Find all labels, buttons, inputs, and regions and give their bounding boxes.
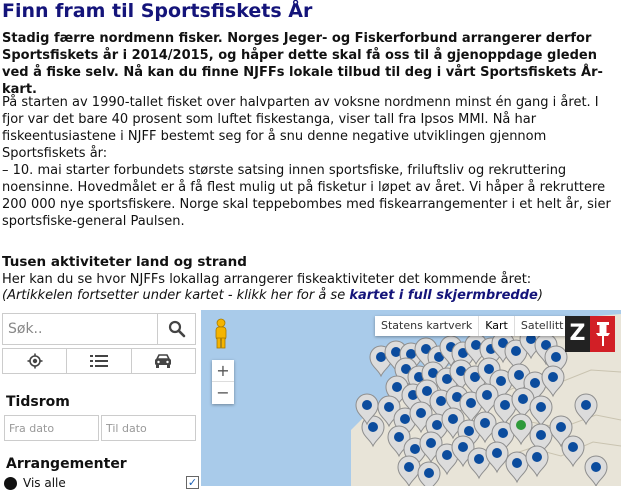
- search-input[interactable]: [3, 314, 158, 344]
- map-note-prefix: (Artikkelen fortsetter under kartet - klikk her for å se: [2, 288, 350, 303]
- map-marker-dot: [458, 442, 468, 452]
- map-marker-dot: [362, 400, 372, 410]
- map-marker-dot: [492, 448, 502, 458]
- map-marker-dot: [384, 402, 394, 412]
- arrangementer-label: Arrangementer: [6, 456, 127, 472]
- map-marker-dot: [548, 372, 558, 382]
- fullscreen-map-link[interactable]: kartet i full skjermbredde: [349, 288, 538, 303]
- vis-alle-checkbox[interactable]: ✓: [187, 476, 198, 489]
- map-marker-dot: [536, 402, 546, 412]
- map-marker-dot: [482, 390, 492, 400]
- zoom-control: [212, 360, 234, 404]
- map-marker-dot: [436, 396, 446, 406]
- search-box: [2, 313, 196, 345]
- map-marker-dot: [512, 458, 522, 468]
- map-marker-dot: [424, 468, 434, 478]
- map-type-statens-kartverk[interactable]: Statens kartverk: [375, 316, 478, 336]
- map-marker-dot: [426, 438, 436, 448]
- map-marker-dot: [496, 376, 506, 386]
- z-logo[interactable]: [565, 316, 615, 352]
- pegman-icon[interactable]: [213, 318, 229, 354]
- map-marker-dot: [480, 418, 490, 428]
- section-heading: Tusen aktiviteter land og strand: [2, 254, 247, 270]
- map-sidebar: [0, 310, 201, 490]
- map-marker-dot: [471, 340, 481, 350]
- map-note: [2, 287, 543, 304]
- vis-alle-row[interactable]: [4, 476, 66, 490]
- map-marker-dot: [518, 394, 528, 404]
- map-marker-dot: [581, 400, 591, 410]
- map-area[interactable]: [201, 310, 621, 486]
- map-marker-dot: [410, 444, 420, 454]
- from-date-field[interactable]: [4, 415, 99, 441]
- map-marker-dot: [391, 347, 401, 357]
- map-marker-dot: [536, 430, 546, 440]
- map-marker-dot: [516, 420, 526, 430]
- map-marker-dot: [500, 400, 510, 410]
- map-marker-dot: [442, 450, 452, 460]
- map-marker-dot: [498, 428, 508, 438]
- map-marker-dot: [532, 452, 542, 462]
- vis-alle-label: Vis alle: [23, 476, 66, 490]
- map-marker-dot: [556, 422, 566, 432]
- list-icon[interactable]: [66, 348, 131, 374]
- z-logo-letter: Z: [565, 316, 590, 352]
- map-marker-dot: [464, 426, 474, 436]
- map-marker-dot: [514, 370, 524, 380]
- map-base: [201, 310, 621, 486]
- page-title: Finn fram til Sportsfiskets År: [2, 0, 313, 22]
- map-marker-dot: [406, 349, 416, 359]
- sidebar-toolbar: [2, 348, 196, 374]
- category-dot-icon: [4, 477, 17, 490]
- article-lead: Stadig færre nordmenn fisker. Norges Jeger- og Fiskerforbund arrangerer derfor Sportsfiskets år i 2014/2015, og håper dette skal få oss til å gjenoppdage gleden ved å fiske selv. Nå kan du finne NJFFs lokale tilbud til deg i vårt Sportsfiskets År-kart.: [2, 31, 603, 97]
- map-note-suffix: ): [537, 288, 543, 303]
- zoom-out-button[interactable]: −: [216, 383, 230, 402]
- article-paragraph-2: – 10. mai starter forbundets største satsing innen sportsfiske, friluftsliv og rekruttering noensinne. Hovedmålet er å få flest mulig ut på fisketur i løpet av året. Vi håper å rekruttere 200 000 nye sportsfiskere. Norge skal teppebombes med fiskearrangementer i et helt år, sier sportsfiske-general Paulsen.: [2, 163, 611, 229]
- map-marker-dot: [448, 414, 458, 424]
- map-marker-dot: [591, 462, 601, 472]
- pushpin-icon: [590, 316, 615, 352]
- map-marker-dot: [394, 432, 404, 442]
- map-marker-dot: [530, 378, 540, 388]
- article-paragraph-1: På starten av 1990-tallet fisket over halvparten av voksne nordmenn minst én gang i året. I fjor var det bare 40 prosent som luftet fiskestanga, viser tall fra Ipsos MMI. Nå har fiskeentusiastene i NJFF bestemt seg for å snu denne negative utviklingen gjennom Sportsfiskets år:: [2, 95, 599, 161]
- map-marker-dot: [416, 408, 426, 418]
- to-date-field[interactable]: [101, 415, 196, 441]
- tidsrom-label: Tidsrom: [6, 394, 70, 410]
- magnifier-icon[interactable]: [157, 314, 195, 344]
- map-marker-dot: [392, 382, 402, 392]
- map-type-kart[interactable]: Kart: [478, 316, 514, 336]
- map-marker-dot: [511, 346, 521, 356]
- map-marker-dot: [568, 442, 578, 452]
- map-type-satellitt[interactable]: Satellitt: [514, 316, 570, 336]
- map-marker-dot: [551, 352, 561, 362]
- map-intro-text: Her kan du se hvor NJFFs lokallag arrangerer fiskeaktiviteter det kommende året:: [2, 272, 532, 287]
- map-type-control: [375, 316, 569, 336]
- map-marker-dot: [376, 352, 386, 362]
- map-marker-dot: [400, 414, 410, 424]
- map-marker-dot: [474, 454, 484, 464]
- locate-icon[interactable]: [2, 348, 67, 374]
- map-marker-dot: [404, 462, 414, 472]
- map-marker-dot: [432, 420, 442, 430]
- zoom-in-button[interactable]: +: [212, 360, 234, 382]
- map-marker-dot: [368, 422, 378, 432]
- map-marker-dot: [422, 386, 432, 396]
- map-marker-dot: [466, 398, 476, 408]
- map-marker-dot: [484, 364, 494, 374]
- car-icon[interactable]: [131, 348, 196, 374]
